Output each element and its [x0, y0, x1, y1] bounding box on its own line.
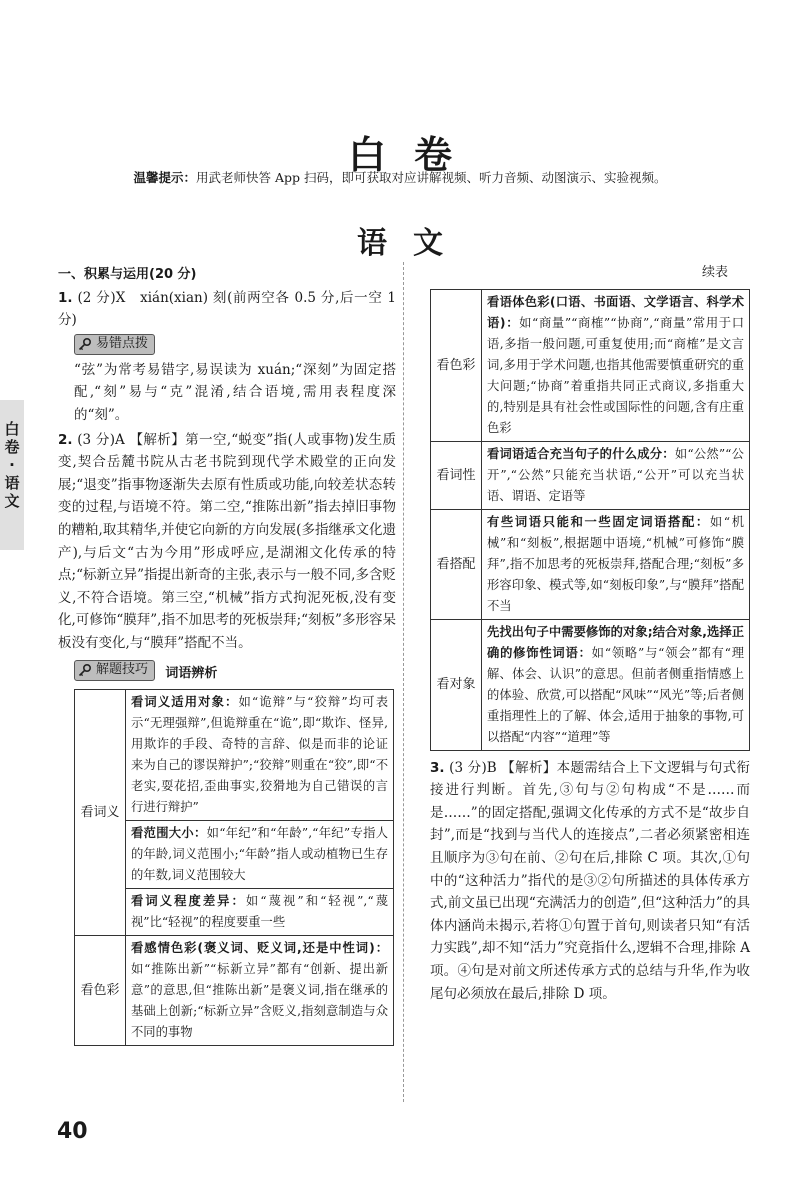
- q2-text: (3 分)A 【解析】第一空,“蜕变”指(人或事物)发生质变,契合岳麓书院从古老书院到现代学术殿堂的正向发展;“退变”指事物逐渐失去原有性质或功能,向较差状态转变的过程,与语境不符。第二空,“推陈出新”指去掉旧事物的糟粕,取其精华,并使它向新的方向发展(多指继承文化遗产),与后文“古为今用”形成呼应,是湖湘文化传承的特点;“标新立异”指提出新奇的主张,表示与一般不同,多含贬义,不符合语境。第三空,“机械”指方式拘泥死板,没有变化,可修饰“膜拜”,指不加思考的死板崇拜;“刻板”多形容呆板没有变化,与“膜拜”搭配不当。: [58, 431, 396, 651]
- row-label: 看对象: [431, 619, 482, 750]
- question-2: [58, 429, 396, 655]
- q2-badge-row: [58, 658, 396, 686]
- row-label: 看色彩: [75, 935, 126, 1045]
- q1-badge-label: 易错点拨: [96, 335, 149, 351]
- cell-heading: 看词语适合充当句子的什么成分：: [487, 446, 675, 461]
- row-label: 看词义: [75, 689, 126, 935]
- table-row: [431, 619, 750, 750]
- page-title: 白卷: [347, 133, 480, 177]
- table-row: [75, 935, 394, 1045]
- column-divider: [403, 262, 404, 1102]
- side-tab-dot: ·: [9, 456, 15, 474]
- subject-title: 语文: [357, 226, 469, 261]
- right-column: [430, 262, 750, 1005]
- cell-heading: 先找出句子中需要修饰的对象;结合对象,选择正确的修饰性词语：: [487, 624, 744, 660]
- table-row: [75, 689, 394, 820]
- table-cell: [482, 509, 750, 619]
- q1-note: “弦”为常考易错字,易误读为 xuán;“深刻”为固定搭配,“刻”易与“克”混淆,结合语境,需用表程度深的“刻”。: [74, 361, 396, 424]
- q2-badge-subtitle: 词语辨析: [165, 666, 218, 682]
- q2-badge-label: 解题技巧: [96, 661, 149, 677]
- table-cell: [482, 441, 750, 509]
- tip-text: 用武老师快答 App 扫码，即可获取对应讲解视频、听力音频、动图演示、实验视频。: [196, 170, 667, 185]
- cell-text: 如“领略”与“领会”都有“理解、体会、认识”的意思。但前者侧重指情感上的体验、欣赏,可以搭配“风味”“风光”等;后者侧重指理性上的了解、体会,适用于抽象的事物,可以搭配“内容”“道理”等: [487, 645, 744, 744]
- q3-text: (3 分)B 【解析】本题需结合上下文逻辑与句式衔接进行判断。首先,③句与②句构成“不是……而是……”的固定搭配,强调文化传承的方式不是“故步自封”,而是“找到与当代人的连接点”,二者必须紧密相连且顺序为③句在前、②句在后,排除 C 项。其次,①句中的“这种活力”指代的是③②句所描述的具体传承方式,前文虽已出现“充满活力的创造”,但“这种活力”的具体内涵尚未揭示,若将①句置于首句,则读者只知“有活力实践”,却不知“活力”究竟指什么,逻辑不合理,排除 A 项。④句是对前文所述传承方式的总结与升华,作为收尾句必须放在最后,排除 D 项。: [430, 759, 750, 1002]
- table-cell: [482, 289, 750, 441]
- table-cell: [126, 689, 394, 820]
- cell-heading: 看词义程度差异：: [131, 893, 246, 908]
- tip-line: [0, 168, 800, 186]
- cell-text: 如“推陈出新”“标新立异”都有“创新、提出新意”的意思,但“推陈出新”是褒义词,指在继承的基础上创新;“标新立异”含贬义,指刻意制造与众不同的事物: [131, 961, 388, 1039]
- table-cell: [126, 820, 394, 888]
- cell-text: 如“公然”“公开”,“公然”只能充当状语,“公开”可以充当状语、谓语、定语等: [487, 446, 744, 503]
- q3-number: 3.: [430, 759, 445, 776]
- table-row: [431, 509, 750, 619]
- cell-text: 如“商量”“商榷”“协商”,“商量”常用于口语,多指一般问题,可重复使用;而“商榷”是文言词,多用于学术问题,也指其他需要慎重研究的重大问题;“协商”着重指共同正式商议,多指重大的,特别是具有社会性或国际性的问题,含有庄重色彩: [487, 315, 744, 435]
- q1-number: 1.: [58, 289, 73, 306]
- page-number: 40: [57, 1119, 88, 1144]
- cell-heading: 看语体色彩(口语、书面语、文学语言、科学术语)：: [487, 294, 744, 330]
- side-tab: [0, 400, 24, 550]
- q2-badge: [74, 660, 155, 681]
- cell-heading: 看词义适用对象：: [131, 694, 239, 709]
- section-heading: 一、积累与运用(20 分): [58, 267, 197, 282]
- question-3: [430, 757, 750, 1006]
- side-tab-line2: 语文: [4, 474, 20, 510]
- table-row: [431, 441, 750, 509]
- table-row: [431, 289, 750, 441]
- key-icon: [78, 663, 92, 677]
- cell-text: 如“诡辩”与“狡辩”均可表示“无理强辩”,但诡辩重在“诡”,即“欺诈、怪异,用欺诈的手段、奇特的言辞、似是而非的论证来为自己的谬误辩护”;“狡辩”则重在“狡”,即“不老实,耍花招,歪曲事实,狡猾地为自己错误的言行进行辩护”: [131, 694, 388, 814]
- word-analysis-table: [74, 689, 394, 1046]
- cell-text: 如“年纪”和“年龄”,“年纪”专指人的年龄,词义范围小;“年龄”指人或动植物已生存的年数,词义范围较大: [131, 825, 388, 882]
- q1-text: (2 分)X xián(xian) 刻(前两空各 0.5 分,后一空 1 分): [58, 289, 396, 329]
- cell-heading: 看感情色彩(褒义词、贬义词,还是中性词)：: [131, 940, 388, 955]
- left-column: [58, 264, 396, 1046]
- cell-text: 如“蔑视”和“轻视”,“蔑视”比“轻视”的程度要重一些: [131, 893, 388, 929]
- question-1: [58, 287, 396, 332]
- row-label: 看色彩: [431, 289, 482, 441]
- row-label: 看词性: [431, 441, 482, 509]
- side-tab-line1: 白卷: [4, 420, 20, 456]
- continued-label: 续表: [701, 265, 728, 280]
- cell-text: 如“机械”和“刻板”,根据题中语境,“机械”可修饰“膜拜”,指不加思考的死板崇拜,搭配合理;“刻板”多形容印象、模式等,如“刻板印象”,与“膜拜”搭配不当: [487, 514, 744, 613]
- key-icon: [78, 337, 92, 351]
- table-cell: [126, 935, 394, 1045]
- tip-label: 温馨提示：: [133, 170, 197, 185]
- q2-number: 2.: [58, 431, 73, 448]
- row-label: 看搭配: [431, 509, 482, 619]
- table-cell: [482, 619, 750, 750]
- q1-badge: [74, 334, 155, 355]
- table-cell: [126, 888, 394, 935]
- cell-heading: 看范围大小：: [131, 825, 207, 840]
- word-analysis-table-continued: [430, 289, 750, 751]
- cell-heading: 有些词语只能和一些固定词语搭配：: [487, 514, 710, 529]
